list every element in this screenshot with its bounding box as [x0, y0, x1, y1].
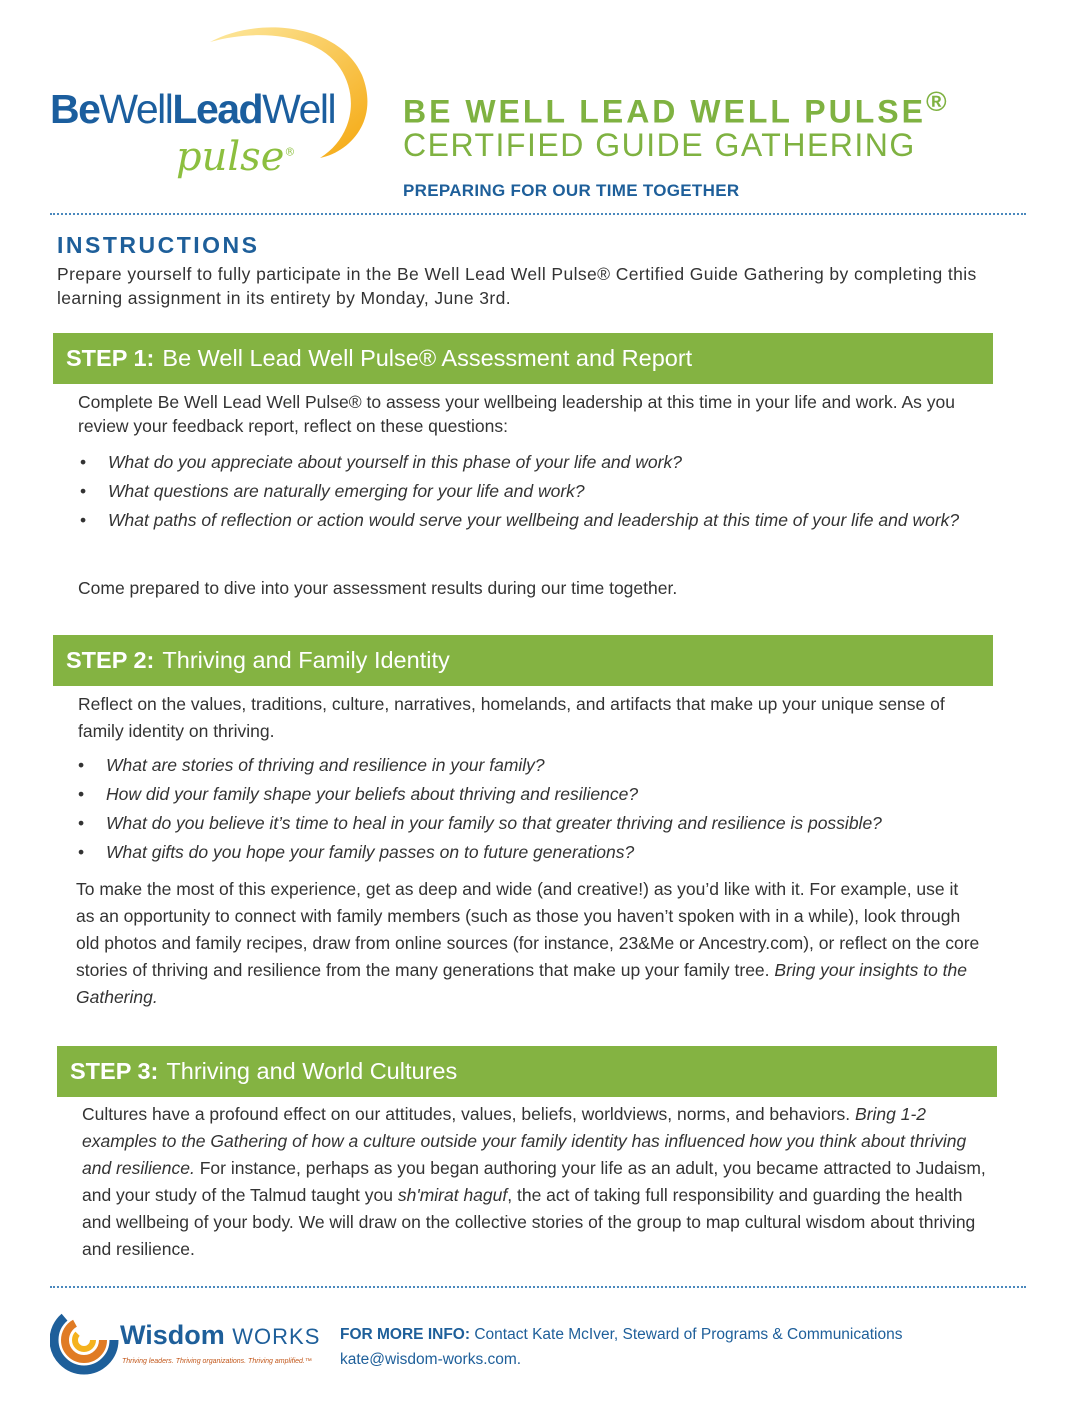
swirl-logo-icon	[50, 1302, 120, 1378]
logo-wordmark: BeWellLeadWell	[50, 86, 336, 132]
divider-bottom	[50, 1286, 1026, 1288]
step1-closing: Come prepared to dive into your assessment results during our time together.	[78, 578, 678, 598]
step2-closing	[76, 876, 981, 1011]
instructions-heading: INSTRUCTIONS	[57, 232, 260, 258]
step1-header: STEP 1: Be Well Lead Well Pulse® Assessment and Report	[53, 333, 993, 384]
contact-label: FOR MORE INFO:	[340, 1326, 471, 1343]
logo-pulse-script: pulse®	[176, 134, 296, 180]
step3-text-2: For instance, perhaps as you began authoring your life as an adult, you became attracted to Judaism, and your study of the Talmud taught you	[82, 1158, 986, 1205]
step2-questions	[76, 751, 1016, 867]
step1-intro: Complete Be Well Lead Well Pulse® to assess your wellbeing leadership at this time in your life and work. As you review your feedback report, reflect on these questions:	[78, 392, 955, 436]
list-item: • What are stories of thriving and resilience in your family?	[76, 751, 1016, 780]
bewellleadwell-pulse-logo	[40, 20, 380, 180]
list-item: • How did your family shape your beliefs about thriving and resilience?	[76, 780, 1016, 809]
page-title: BE WELL LEAD WELL PULSE®	[403, 86, 947, 130]
step3-emphasis-2: sh'mirat haguf	[397, 1185, 508, 1205]
contact-email[interactable]: kate@wisdom-works.com.	[340, 1351, 522, 1368]
step2-header: STEP 2: Thriving and Family Identity	[53, 635, 993, 686]
step3-text-3: , the act of taking full responsibility and guarding the health and wellbeing of your body. We will draw on the collective stories of the group to map cultural wisdom about thriving and resilience.	[82, 1185, 976, 1259]
wisdom-works-logo	[50, 1302, 320, 1382]
contact-text: Contact Kate McIver, Steward of Programs & Communications	[474, 1326, 903, 1343]
list-item: • What do you appreciate about yourself in this phase of your life and work?	[78, 450, 998, 474]
step1-questions	[78, 450, 998, 532]
step3-body	[82, 1101, 987, 1263]
list-item: • What gifts do you hope your family passes on to future generations?	[76, 838, 1016, 867]
page-subtitle: PREPARING FOR OUR TIME TOGETHER	[403, 181, 740, 200]
brand-name: Wisdom WORKS	[120, 1320, 321, 1350]
list-item: • What questions are naturally emerging for your life and work?	[78, 479, 998, 503]
step3-text-1: Cultures have a profound effect on our attitudes, values, beliefs, worldviews, norms, and behaviors.	[82, 1104, 851, 1124]
instructions-text: Prepare yourself to fully participate in the Be Well Lead Well Pulse® Certified Guide Gathering by completing this learning assignment in its entirety by Monday, June 3rd.	[57, 264, 977, 308]
step2-intro: Reflect on the values, traditions, culture, narratives, homelands, and artifacts that make up your unique sense of family identity on thriving.	[78, 694, 945, 741]
step3-emphasis-1: Bring 1-2 examples to the Gathering of how a culture outside your family identity has influenced how you think about thriving and resilience.	[82, 1104, 967, 1178]
step2-closing-emphasis: Bring your insights to the Gathering.	[76, 960, 968, 1007]
brand-tagline: Thriving leaders. Thriving organizations. Thriving amplified.™	[122, 1358, 312, 1365]
divider-top	[50, 213, 1026, 215]
page-title-line2: CERTIFIED GUIDE GATHERING	[403, 127, 916, 163]
list-item: • What do you believe it’s time to heal in your family so that greater thriving and resilience is possible?	[76, 809, 1016, 838]
contact-info	[340, 1322, 903, 1372]
list-item: • What paths of reflection or action would serve your wellbeing and leadership at this time of your life and work?	[78, 508, 998, 532]
step2-closing-text: To make the most of this experience, get as deep and wide (and creative!) as you’d like with it. For example, use it as an opportunity to connect with family members (such as those you haven’t spoken with in a while), look through old photos and family recipes, draw from online sources (for instance, 23&Me or Ancestry.com), or reflect on the core stories of thriving and resilience from the many generations that make up your family tree.	[76, 879, 980, 980]
step3-header: STEP 3: Thriving and World Cultures	[57, 1046, 997, 1097]
